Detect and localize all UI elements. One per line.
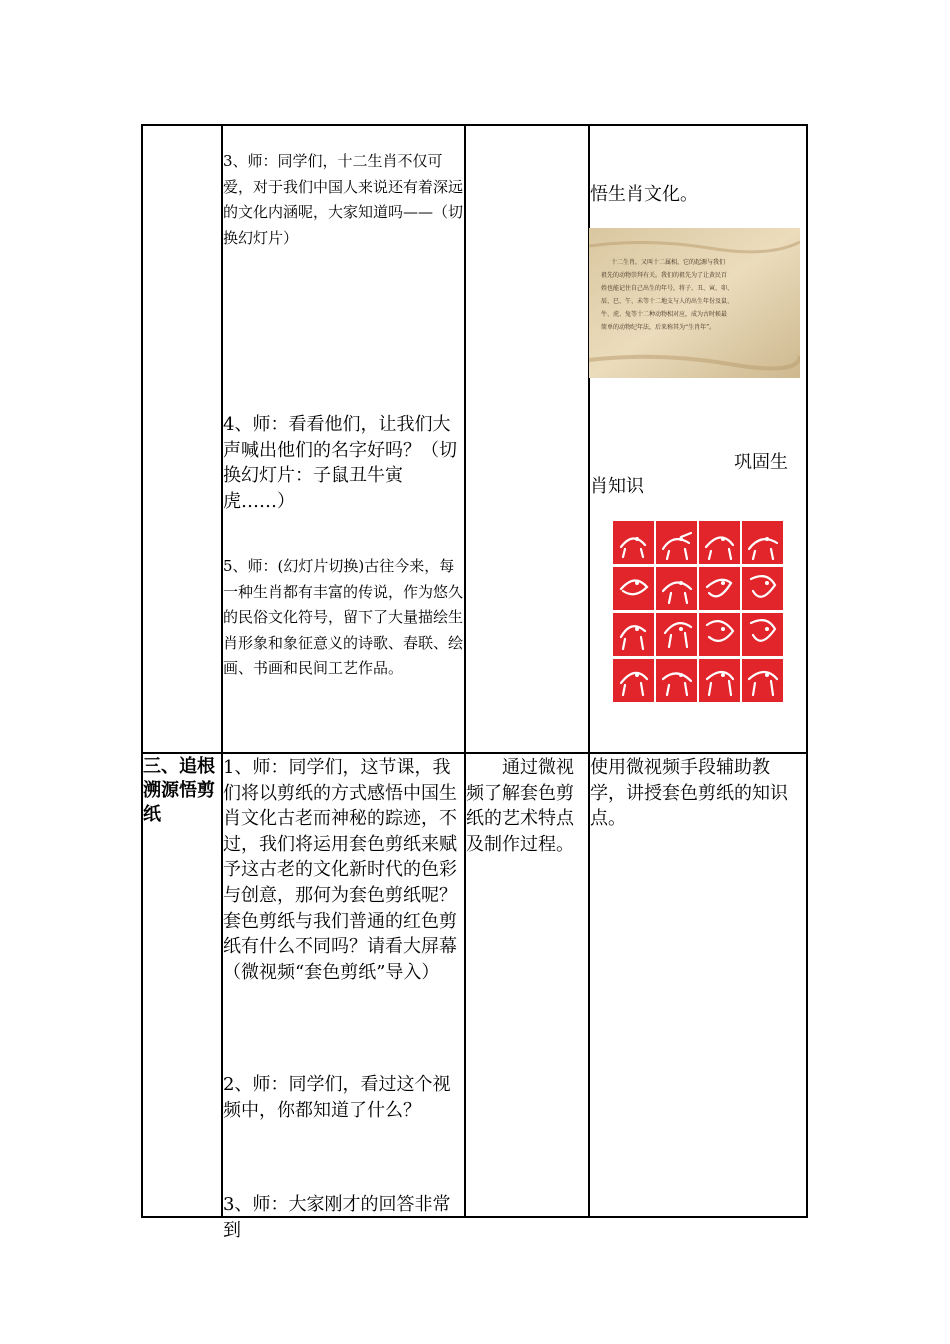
note-consolidate-2: 肖知识	[590, 476, 644, 497]
teacher-step-3b: 3、师：大家刚才的回答非常到	[223, 1194, 451, 1241]
lesson-table	[141, 124, 808, 1241]
note-consolidate-1: 巩固生	[734, 452, 788, 473]
teacher-step-5: 5、师：(幻灯片切换)古往今来，每一种生肖都有丰富的传说，作为悠久的民俗文化符号，留下了大量描绘生肖形象和象征意义的诗歌、春联、绘画、书画和民间工艺作品。	[223, 557, 464, 678]
teacher-step-4: 4、师：看看他们，让我们大声喊出他们的名字好吗？（切换幻灯片：子鼠丑牛寅虎……）	[223, 414, 457, 512]
zodiac-papercut-image	[611, 519, 786, 704]
row-divider	[141, 752, 808, 754]
scroll-line: 祖先的动物崇拜有关。我们的祖先为了让黄民百	[601, 272, 728, 279]
table-border-left	[141, 124, 143, 1218]
section-title: 三、追根溯源悟剪纸	[143, 756, 215, 825]
teaching-note: 使用微视频手段辅助教学，讲授套色剪纸的知识点。	[590, 757, 788, 830]
teacher-step-3: 3、师：同学们，十二生肖不仅可爱，对于我们中国人来说还有着深远的文化内涵呢，大家知道吗——（切换幻灯片）	[223, 152, 464, 247]
teacher-step-2: 2、师：同学们，看过这个视频中，你都知道了什么？	[223, 1074, 451, 1121]
scroll-line: 辰、巳、午、未等十二地支与人的出生年份及鼠、	[601, 298, 734, 305]
note-understand-culture: 悟生肖文化。	[590, 184, 698, 205]
scroll-line: 十二生肖，又叫十二属相，它的起源与我们	[611, 259, 726, 266]
table-border-right	[806, 124, 808, 1218]
zodiac-scroll-image	[589, 228, 800, 378]
scroll-line: 牛、虎、兔等十二种动物相对应，成为古时候最	[601, 311, 728, 318]
scroll-line: 姓也能记住自己出生的年号，将子、丑、寅、卯、	[601, 285, 734, 292]
teacher-step-1: 1、师：同学们，这节课，我们将以剪纸的方式感悟中国生肖文化古老而神秘的踪迹，不过，我们将运用套色剪纸来赋予这古老的文化新时代的色彩与创意，那何为套色剪纸呢？套色剪纸与我们普通的红色剪纸有什么不同吗？请看大屏幕（微视频“套色剪纸”导入）	[223, 757, 457, 983]
table-border-top	[141, 124, 808, 126]
scroll-line: 简单的动物纪年法，后来称其为“生肖年”。	[601, 324, 716, 331]
teaching-purpose: 通过微视频了解套色剪纸的艺术特点及制作过程。	[466, 757, 574, 855]
